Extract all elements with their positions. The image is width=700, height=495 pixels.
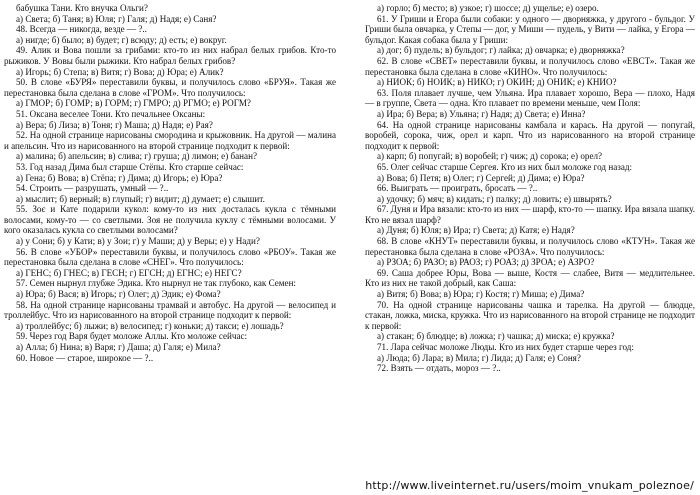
answer-options: а) малина; б) апельсин; в) слива; г) груша; д) лимон; е) банан? — [16, 151, 257, 162]
answer-options: а) стакан; б) блюдце; в) ложка; г) чашка; д) миска; е) кружка? — [377, 331, 615, 342]
answer-options: а) у Сони; б) у Кати; в) у Зои; г) у Маши; д) у Веры; е) у Нади? — [16, 236, 260, 247]
answer-options: а) Юра; б) Вася; в) Игорь; г) Олег; д) Эдик; е) Фома? — [16, 289, 221, 300]
answer-options: а) Ира; б) Вера; в) Ульяна; г) Надя; д) Света; е) Инна? — [377, 108, 586, 119]
answer-options: а) Игорь; б) Степа; в) Витя; г) Вова; д) Юра; е) Алик? — [16, 66, 224, 77]
right-column — [365, 3, 695, 374]
question-text: 64. На одной странице нарисованы камбала и карась. На другой — попугай, воробей, сорока, чиж, орел и карп. Что из нарисованного на второй странице подходит к первой: — [365, 119, 695, 151]
question-text: 55. Зоє и Кате подарили кукол: кому-то из них досталась кукла с тёмными волосами, кому-то — со светлыми. Зоя не получила куклу с тёмными волосами. У кого оказалась кукла со светлыми волосами? — [4, 204, 336, 236]
question-text: 53. Год назад Дима был старше Стёпы. Кто старше сейчас: — [16, 161, 244, 172]
answer-options: а) Вера; б) Лиза; в) Тоня; г) Маша; д) Надя; е) Рая? — [16, 119, 213, 130]
answer-options: а) Гена; б) Вова; в) Стёпа; г) Дима; д) Игорь; е) Юра? — [16, 172, 223, 183]
question-text: 63. Поля плавает лучше, чем Ульяна. Ира плавает хорошо, Вера — плохо, Надя — в группе, Света — одна. Кто плавает по времени меньше, чем Поля: — [365, 87, 695, 109]
question-text: 66. Выиграть — проиграть, бросать — ?.. — [377, 183, 538, 194]
question-text: 48. Всегда — никогда, везде — ?.. — [16, 24, 147, 35]
question-text: 67. Дуня и Ира вязали: кто-то из них — шарф, кто-то — шапку. Ира вязала шапку. Кто не вязал шарф? — [365, 204, 695, 225]
answer-options: а) Витя; б) Вова; в) Юра; г) Костя; г) Миша; е) Дима? — [377, 289, 585, 300]
answer-options: а) НИОК; б) НОИК; в) НИКО; г) ОКИН; д) ОНИК; е) КНИО? — [377, 77, 617, 88]
answer-options: а) горло; б) место; в) узкое; г) шоссе; д) ущелье; е) озеро. — [377, 3, 599, 13]
answer-options: а) нигде; б) было; в) будет; г) всюду; д) есть; е) вокруг. — [16, 34, 227, 45]
question-text: 54. Строить — разрушать, умный — ?.. — [16, 183, 169, 194]
answer-options: а) ГМОР; б) ГОМР; в) ГОРМ; г) ГМРО; д) РГМО; е) РОГМ? — [16, 98, 251, 109]
question-text: 59. Через год Варя будет моложе Аллы. Кто моложе сейчас: — [16, 331, 248, 342]
question-text: 58. На одной странице нарисованы трамвай и автобус. На другой — велосипед и троллейбус. Что из нарисованного на второй странице подходит к первой: — [4, 299, 336, 321]
answer-options: а) Вова; б) Петя; в) Олег; г) Сергей; д) Дима; е) Юра? — [377, 172, 585, 183]
answer-options: а) Дуня; б) Юля; в) Ира; г) Света; д) Катя; е) Надя? — [377, 225, 575, 236]
left-column — [4, 3, 336, 363]
column-divider — [350, 2, 351, 476]
answer-options: а) Алла; б) Нина; в) Варя; г) Даша; д) Галя; е) Мила? — [16, 342, 221, 352]
question-text: 72. Взять — отдать, мороз — ?.. — [377, 363, 501, 374]
question-text: 60. Новое — старое, широкое — ?.. — [16, 352, 154, 363]
answer-options: а) троллейбус; б) лыжи; в) велосипед; г) коньки; д) такси; е) лошадь? — [16, 320, 284, 331]
question-text: 51. Оксана веселее Тони. Кто печальнее Оксаны: — [16, 108, 206, 119]
question-text: 61. У Гриши и Егора были собаки: у одного — дворняжка, у другого - бульдог. У Гриши была овчарка, у Степы — дог, у Миши — пудель, у Вити — лайка, у Егора — бульдог. Какая собака была у Гриши: — [365, 13, 695, 45]
answer-options: а) РЗОА; б) РАЗО; в) РАОЗ; г) РОАЗ; д) ЗРОА; е) АЗРО? — [377, 257, 595, 268]
question-text: 71. Лара сейчас моложе Люды. Кто из них будет старше через год: — [377, 342, 634, 352]
answer-options: а) мыслит; б) верный; в) глупый; г) видит; д) думает; е) слышит. — [16, 193, 265, 204]
question-text: 69. Саша добрее Юры, Вова — выше, Костя — слабее, Витя — медлительнее. Кто из них не такой добрый, как Саша: — [365, 267, 695, 289]
question-text: 50. В слове «БУРЯ» переставили буквы, и получилось слово «БРУЯ». Такая же перестановка была сделана в слове «ГРОМ». Что получилось: — [4, 77, 336, 98]
answer-options: а) карп; б) попугай; в) воробей; г) чиж; д) сорока; е) орел? — [377, 151, 603, 162]
answer-options: а) дог; б) пудель; в) бульдог; г) лайка; д) овчарка; е) дворняжка? — [377, 45, 625, 56]
answer-options: а) Люда; б) Лара; в) Мила; г) Лида; д) Галя; е) Соня? — [377, 352, 581, 363]
question-text: 56. В слове «УБОР» переставили буквы, и получилось слово «РБОУ». Такая же перестановка была сделана в слове «СНЕГ». Что получилось: — [4, 246, 336, 268]
question-text: 70. На одной странице нарисованы чашка и тарелка. На другой — блюдце, стакан, ложка, миска, кружка. Что из нарисованного на второй странице не подходит к первой: — [365, 299, 695, 331]
question-text: 62. В слове «СВЕТ» переставили буквы, и получилось слово «ЕВСТ». Такая же перестановка была сделана в слове «КИНО». Что получилось: — [365, 55, 695, 77]
question-text: 65. Олег сейчас старше Сергея. Кто из них был моложе год назад: — [377, 161, 633, 172]
question-text: 68. В слове «КНУТ» переставили буквы, и получилось слово «КТУН». Такая же перестановка была сделана в слове «РОЗА». Что получилось: — [365, 236, 695, 257]
answer-options: а) ГЕНС; б) ГНЕС; в) ГЕСН; г) ЕГСН; д) ЕГНС; е) НЕГС? — [16, 267, 242, 278]
question-text: 57. Семен нырнул глубже Эдика. Кто нырнул не так глубоко, как Семен: — [16, 278, 296, 289]
question-text: 52. На одной странице нарисованы смородина и крыжовник. На другой — малина и апельсин. Что из нарисованного на второй странице подходит к первой: — [4, 130, 336, 151]
question-text: 49. Алик и Вова пошли за грибами: кто-то из них набрал белых грибов. Кто-то рыжиков. У Вовы были рыжики. Кто набрал белых грибов? — [4, 45, 336, 66]
answer-options: а) Света; б) Таня; в) Юля; г) Галя; д) Надя; е) Саня? — [16, 13, 217, 24]
question-text: бабушка Тани. Кто внучка Ольги? — [16, 3, 148, 13]
source-url-watermark: http://www.liveinternet.ru/users/moim_vnukam_poleznoe/ — [365, 479, 694, 492]
answer-options: а) удочку; б) мяч; в) кидать; г) палку; д) ловить; е) швырять? — [377, 193, 612, 204]
